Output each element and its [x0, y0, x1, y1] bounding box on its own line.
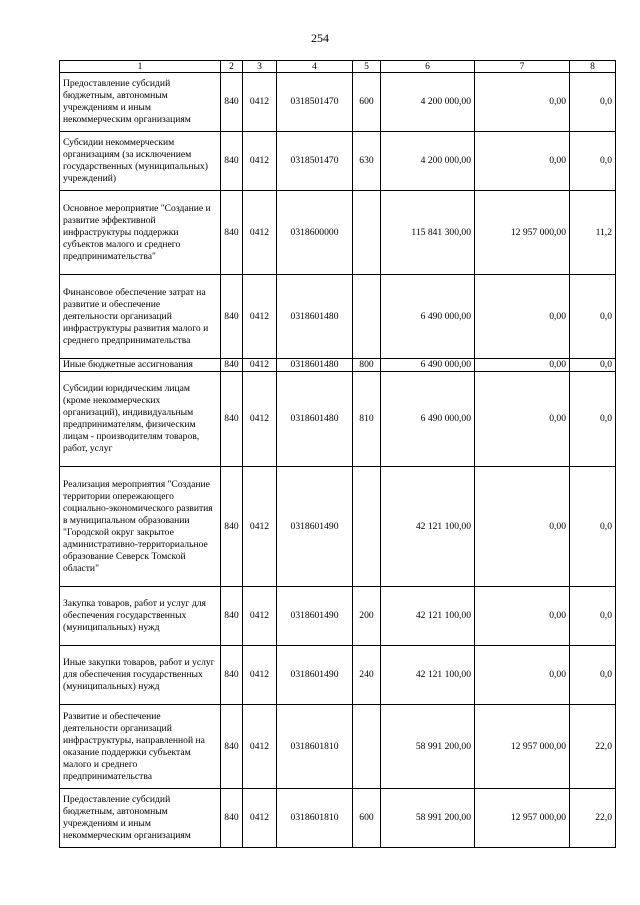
cell-executed-amount: 12 957 000,00	[475, 705, 570, 789]
cell-code-expense-type: 800	[353, 359, 381, 372]
cell-planned-amount: 115 841 300,00	[381, 191, 475, 275]
table-row	[60, 646, 616, 705]
table-row	[60, 359, 616, 372]
cell-code-target: 0318601490	[277, 467, 353, 587]
cell-code-admin: 840	[221, 132, 243, 191]
cell-planned-amount: 42 121 100,00	[381, 646, 475, 705]
cell-code-target: 0318601810	[277, 705, 353, 789]
cell-code-admin: 840	[221, 359, 243, 372]
table-row	[60, 705, 616, 789]
cell-code-target: 0318601480	[277, 372, 353, 467]
cell-code-expense-type	[353, 705, 381, 789]
cell-code-admin: 840	[221, 73, 243, 132]
cell-code-expense-type: 600	[353, 73, 381, 132]
cell-planned-amount: 4 200 000,00	[381, 132, 475, 191]
cell-code-admin: 840	[221, 646, 243, 705]
table-row	[60, 789, 616, 848]
cell-description: Субсидии некоммерческим организациям (за исключением государственных (муниципальных) учреждений)	[60, 132, 221, 191]
cell-executed-amount: 0,00	[475, 359, 570, 372]
cell-code-target: 0318501470	[277, 132, 353, 191]
cell-percent: 0,0	[570, 132, 616, 191]
column-header: 8	[570, 61, 616, 73]
cell-description: Реализация мероприятия "Создание территории опережающего социально-экономического развития в муниципальном образовании "Городской округ закрытое административно-территориальное образование Северск Томской области"	[60, 467, 221, 587]
cell-code-expense-type: 630	[353, 132, 381, 191]
cell-executed-amount: 0,00	[475, 646, 570, 705]
column-header: 7	[475, 61, 570, 73]
cell-executed-amount: 0,00	[475, 73, 570, 132]
cell-description: Иные закупки товаров, работ и услуг для обеспечения государственных (муниципальных) нужд	[60, 646, 221, 705]
table-row	[60, 132, 616, 191]
cell-percent: 0,0	[570, 73, 616, 132]
cell-executed-amount: 12 957 000,00	[475, 789, 570, 848]
cell-percent: 0,0	[570, 587, 616, 646]
table-row	[60, 275, 616, 359]
table-row	[60, 372, 616, 467]
cell-percent: 0,0	[570, 372, 616, 467]
cell-planned-amount: 42 121 100,00	[381, 587, 475, 646]
table-row	[60, 467, 616, 587]
cell-code-section: 0412	[243, 73, 277, 132]
cell-description: Основное мероприятие "Создание и развитие эффективной инфраструктуры поддержки субъектов малого и среднего предпринимательства"	[60, 191, 221, 275]
cell-code-section: 0412	[243, 467, 277, 587]
cell-code-admin: 840	[221, 191, 243, 275]
cell-planned-amount: 58 991 200,00	[381, 705, 475, 789]
cell-code-section: 0412	[243, 191, 277, 275]
cell-percent: 11,2	[570, 191, 616, 275]
cell-code-expense-type	[353, 191, 381, 275]
cell-code-target: 0318600000	[277, 191, 353, 275]
column-header: 2	[221, 61, 243, 73]
table-body	[60, 73, 616, 848]
cell-code-section: 0412	[243, 372, 277, 467]
column-header: 3	[243, 61, 277, 73]
cell-code-section: 0412	[243, 275, 277, 359]
page-number: 254	[311, 31, 329, 45]
column-header: 5	[353, 61, 381, 73]
cell-description: Развитие и обеспечение деятельности организаций инфраструктуры, направленной на оказание поддержки субъектам малого и среднего предпринимательства	[60, 705, 221, 789]
cell-code-expense-type	[353, 275, 381, 359]
cell-code-expense-type: 810	[353, 372, 381, 467]
cell-description: Иные бюджетные ассигнования	[60, 359, 221, 372]
cell-executed-amount: 0,00	[475, 275, 570, 359]
cell-code-admin: 840	[221, 275, 243, 359]
cell-code-section: 0412	[243, 705, 277, 789]
cell-code-section: 0412	[243, 587, 277, 646]
cell-description: Закупка товаров, работ и услуг для обеспечения государственных (муниципальных) нужд	[60, 587, 221, 646]
cell-code-admin: 840	[221, 705, 243, 789]
table-row	[60, 73, 616, 132]
cell-planned-amount: 42 121 100,00	[381, 467, 475, 587]
cell-code-target: 0318601480	[277, 359, 353, 372]
cell-executed-amount: 0,00	[475, 467, 570, 587]
cell-planned-amount: 6 490 000,00	[381, 359, 475, 372]
cell-percent: 22,0	[570, 705, 616, 789]
table-row	[60, 587, 616, 646]
cell-code-section: 0412	[243, 789, 277, 848]
cell-code-admin: 840	[221, 789, 243, 848]
cell-code-expense-type	[353, 467, 381, 587]
cell-code-target: 0318601490	[277, 587, 353, 646]
cell-planned-amount: 58 991 200,00	[381, 789, 475, 848]
cell-executed-amount: 0,00	[475, 372, 570, 467]
cell-code-section: 0412	[243, 359, 277, 372]
cell-code-admin: 840	[221, 372, 243, 467]
cell-code-expense-type: 600	[353, 789, 381, 848]
cell-code-section: 0412	[243, 646, 277, 705]
column-header: 4	[277, 61, 353, 73]
cell-executed-amount: 12 957 000,00	[475, 191, 570, 275]
cell-code-expense-type: 240	[353, 646, 381, 705]
cell-description: Финансовое обеспечение затрат на развитие и обеспечение деятельности организаций инфраструктуры развития малого и среднего предпринимательства	[60, 275, 221, 359]
cell-percent: 0,0	[570, 646, 616, 705]
table-header-row	[60, 61, 616, 73]
cell-code-admin: 840	[221, 587, 243, 646]
cell-executed-amount: 0,00	[475, 587, 570, 646]
cell-code-target: 0318601480	[277, 275, 353, 359]
cell-code-target: 0318601810	[277, 789, 353, 848]
budget-table	[59, 60, 616, 848]
cell-percent: 0,0	[570, 275, 616, 359]
cell-planned-amount: 4 200 000,00	[381, 73, 475, 132]
cell-code-admin: 840	[221, 467, 243, 587]
cell-description: Предоставление субсидий бюджетным, автономным учреждениям и иным некоммерческим организациям	[60, 789, 221, 848]
cell-description: Предоставление субсидий бюджетным, автономным учреждениям и иным некоммерческим организациям	[60, 73, 221, 132]
cell-code-expense-type: 200	[353, 587, 381, 646]
cell-percent: 22,0	[570, 789, 616, 848]
cell-description: Субсидии юридическим лицам (кроме некоммерческих организаций), индивидуальным предпринимателям, физическим лицам - производителям товаров, работ, услуг	[60, 372, 221, 467]
cell-percent: 0,0	[570, 467, 616, 587]
column-header: 6	[381, 61, 475, 73]
cell-executed-amount: 0,00	[475, 132, 570, 191]
cell-code-section: 0412	[243, 132, 277, 191]
cell-code-target: 0318501470	[277, 73, 353, 132]
cell-code-target: 0318601490	[277, 646, 353, 705]
cell-percent: 0,0	[570, 359, 616, 372]
column-header: 1	[60, 61, 221, 73]
cell-planned-amount: 6 490 000,00	[381, 372, 475, 467]
cell-planned-amount: 6 490 000,00	[381, 275, 475, 359]
table-row	[60, 191, 616, 275]
